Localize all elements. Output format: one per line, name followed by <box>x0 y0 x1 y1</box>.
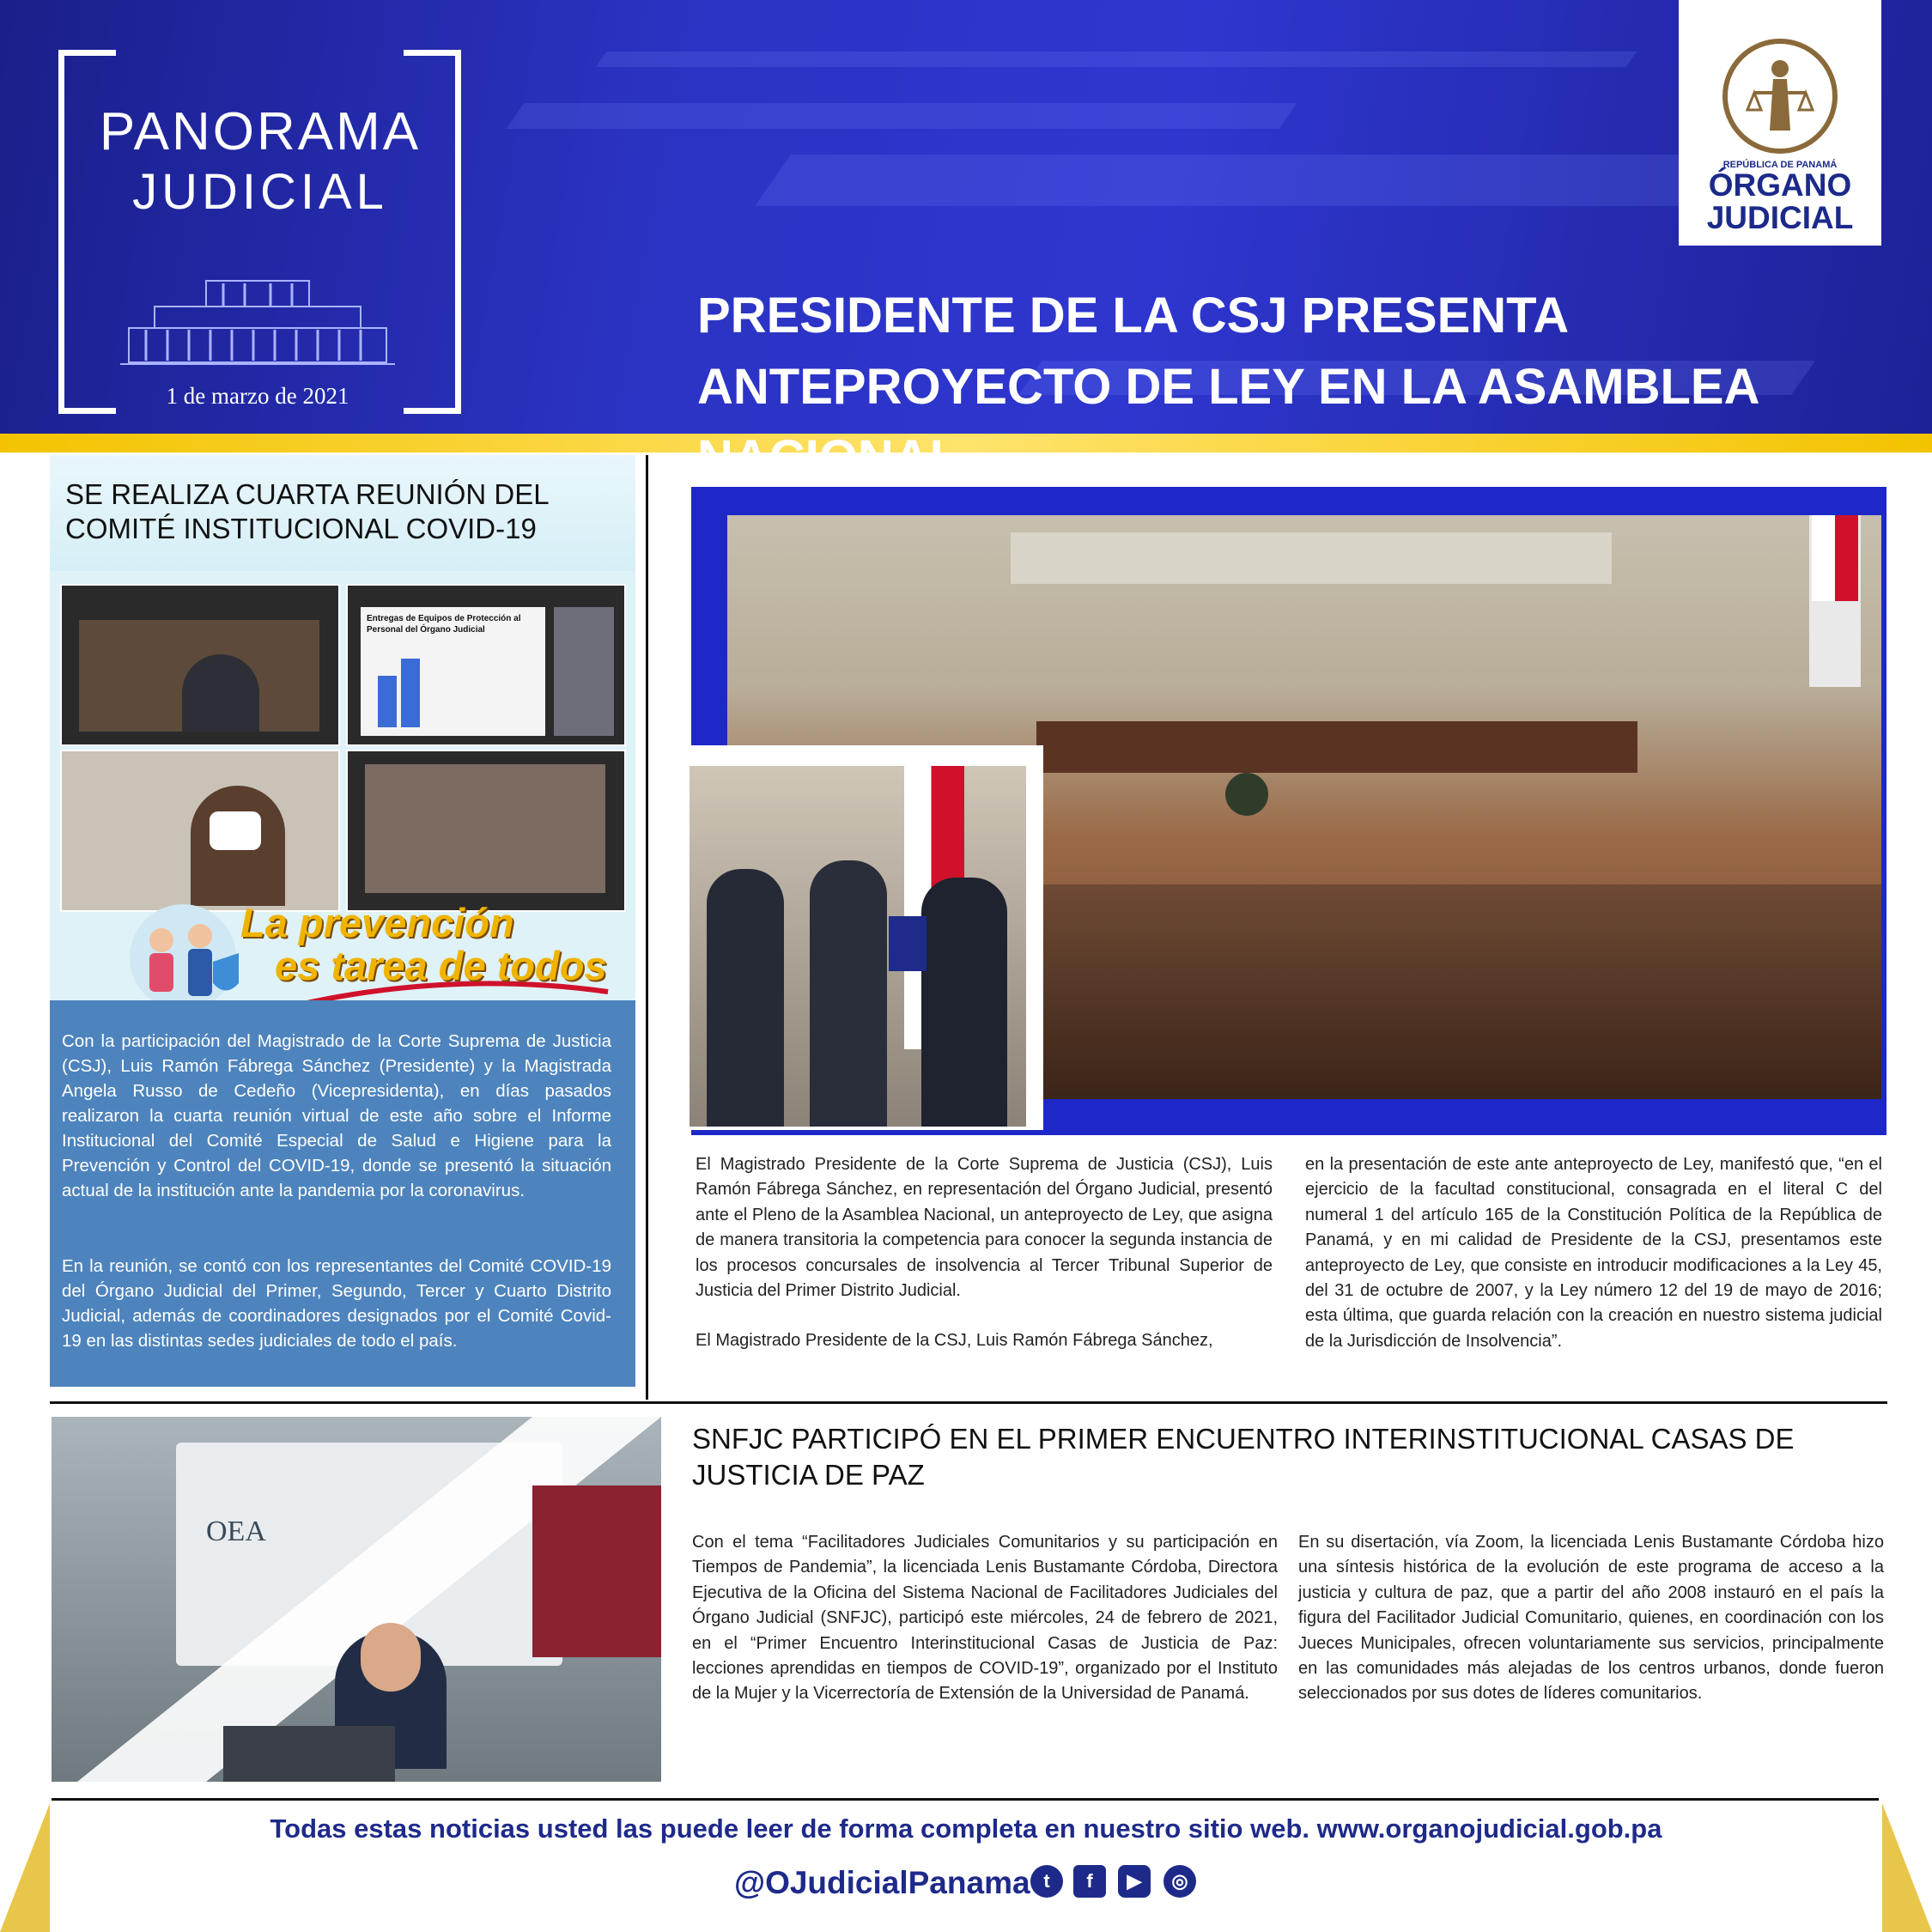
covid-article-title: SE REALIZA CUARTA REUNIÓN DEL COMITÉ INSTITUCIONAL COVID-19 <box>65 478 549 544</box>
prevention-line1: La prevención <box>240 900 514 945</box>
decor-streak <box>755 155 1735 206</box>
csj-article-column-2: en la presentación de este ante anteproyecto de Ley, manifestó que, “en el ejercicio de la facultad constitucional, consagrada en el literal C del numeral 1 del artículo 165 de la Constitución Política de la República de Panamá, y en mi calidad de Presidente de la CSJ, presentamos este anteproyecto de Ley, que consiste en introducir modificaciones a la Ley 45, del 31 de octubre de 2007, y la Ley número 12 del 19 de mayo de 2016; esta última, que guarda relación con la creación en nuestro sistema judicial de la Jurisdicción de Insolvencia”. <box>1305 1155 1882 1351</box>
masthead-title-line1: PANORAMA <box>99 102 422 161</box>
decor-streak <box>506 103 1297 129</box>
screenshot-meeting-1 <box>60 584 340 746</box>
screenshot-meeting-4 <box>346 750 626 912</box>
logo-subtitle: REPÚBLICA DE PANAMÁ <box>1722 160 1838 170</box>
facebook-icon[interactable]: f <box>1073 1865 1106 1898</box>
instagram-icon[interactable]: ◎ <box>1163 1865 1196 1898</box>
screenshot-meeting-2 <box>346 584 626 746</box>
prevention-line2: es tarea de todos <box>275 943 607 988</box>
youtube-icon[interactable]: ▶ <box>1118 1865 1151 1898</box>
snfjc-article-column-2: En su disertación, vía Zoom, la licenciada Lenis Bustamante Córdoba hizo una síntesis histórica de la evolución de este programa de acceso a la justicia y cultura de paz, que a partir del año 2008 instauró en el país la figura del Facilitador Judicial Comunitario, quienes, en coordinación con los Jueces Municipales, ofrecen voluntariamente sus servicios, principalmente en las comunidades más alejadas de los centros urbanos, donde fueron seleccionados por sus dotes de líderes comunitarios. <box>1298 1533 1884 1704</box>
snfjc-article-title: SNFJC PARTICIPÓ EN EL PRIMER ENCUENTRO INTERINSTITUCIONAL CASAS DE JUSTICIA DE PAZ <box>692 1423 1795 1491</box>
issue-date: 1 de marzo de 2021 <box>166 383 349 409</box>
section-divider <box>50 1401 1887 1404</box>
prevention-slogan <box>240 902 607 987</box>
decor-streak <box>596 52 1637 67</box>
csj-paragraph-2: El Magistrado Presidente de la CSJ, Luis Ramón Fábrega Sánchez, <box>696 1331 1213 1351</box>
twitter-icon[interactable]: t <box>1030 1865 1063 1898</box>
snfjc-photo <box>52 1417 661 1782</box>
logo-text-line1: ÓRGANO <box>1708 167 1852 203</box>
footer-divider <box>52 1798 1879 1801</box>
masthead-title-line2: JUDICIAL <box>132 164 388 220</box>
footer-website-note: Todas estas noticias usted las puede leer de forma completa en nuestro sitio web. www.organojudicial.gob.pa <box>270 1814 1662 1844</box>
logo-text-line2: JUDICIAL <box>1706 200 1854 235</box>
csj-article-column-1 <box>696 1152 1273 1354</box>
handover-photo <box>690 766 1026 1127</box>
justice-seal-icon <box>1720 36 1840 156</box>
oea-sign: OEA <box>206 1516 266 1547</box>
covid-paragraph-2: En la reunión, se contó con los representantes del Comité COVID-19 del Órgano Judicial del Primer, Segundo, Tercer y Cuarto Distrito Judicial, además de coordinadores designados por el Comité Covid-19 en las distintas sedes judiciales de todo el país. <box>62 1256 611 1351</box>
family-mask-illustration <box>110 902 256 1013</box>
main-headline: PRESIDENTE DE LA CSJ PRESENTA ANTEPROYECTO DE LEY EN LA ASAMBLEA NACIONAL <box>697 288 1759 486</box>
snfjc-article-column-1: Con el tema “Facilitadores Judiciales Comunitarios y su participación en Tiempos de Pandemia”, la licenciada Lenis Bustamante Córdoba, Directora Ejecutiva de la Oficina del Sistema Nacional de Facilitadores Judiciales del Órgano Judicial (SNFJC), participó este miércoles, 24 de febrero de 2021, en el “Primer Encuentro Interinstitucional Casas de Justicia de Paz: lecciones aprendidas en tiempos de COVID-19”, organizado por el Instituto de la Mujer y la Vicerrectoría de Extensión de la Universidad de Panamá. <box>692 1533 1278 1704</box>
column-divider <box>646 455 648 1400</box>
csj-paragraph-1: El Magistrado Presidente de la Corte Suprema de Justicia (CSJ), Luis Ramón Fábrega Sánchez, en representación del Órgano Judicial, presentó ante el Pleno de la Asamblea Nacional, un anteproyecto de Ley, que asigna de manera transitoria la competencia para conocer la segunda instancia de los procesos concursales de insolvencia al Tercer Tribunal Superior de Justicia del Primer Distrito Judicial. <box>696 1155 1273 1301</box>
screenshot-meeting-3 <box>60 750 340 912</box>
courthouse-icon <box>120 268 395 371</box>
social-handle[interactable]: @OJudicialPanama <box>734 1865 1030 1900</box>
covid-paragraph-1: Con la participación del Magistrado de la Corte Suprema de Justicia (CSJ), Luis Ramón Fábrega Sánchez (Presidente) y la Magistrada Angela Russo de Cedeño (Vicepresidenta), en días pasados realizaron la cuarta reunión virtual de este año sobre el Informe Institucional del Comité Especial de Salud e Higiene para la Prevención y Control del COVID-19, donde se presentó la situación actual de la institución ante la pandemia por la coronavirus. <box>62 1031 611 1200</box>
slide-title: Entregas de Equipos de Protección al Personal del Órgano Judicial <box>367 614 521 635</box>
